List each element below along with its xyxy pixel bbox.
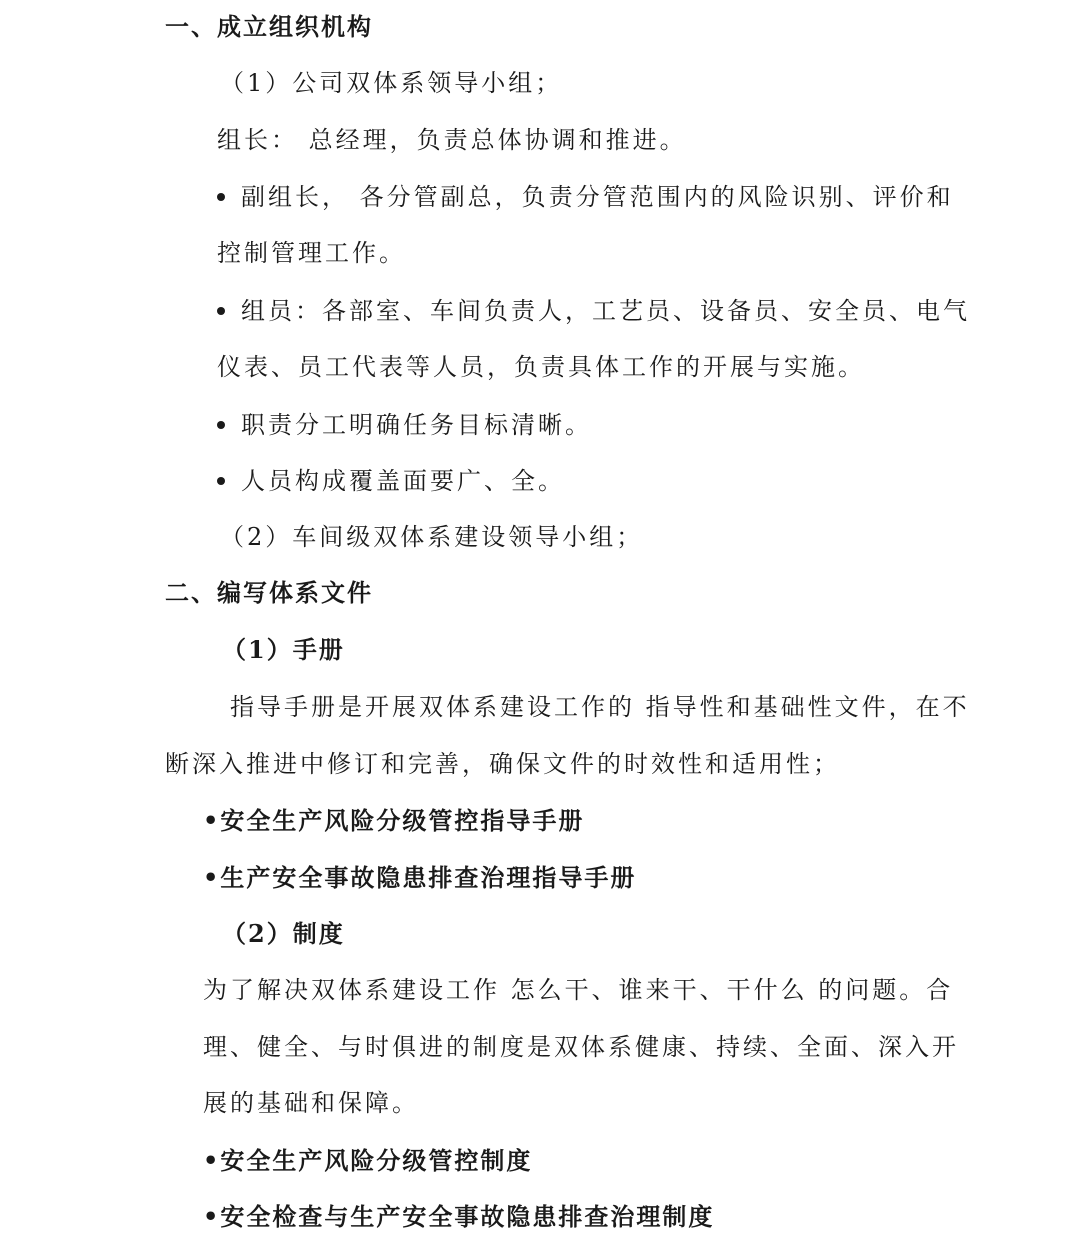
manual-item-2: •生产安全事故隐患排查治理指导手册: [203, 863, 637, 892]
deputy-line-2: 控制管理工作。: [217, 239, 406, 267]
duty-text: 职责分工明确任务目标清晰。: [241, 411, 592, 439]
section1-sub1: （1）公司双体系领导小组；: [220, 69, 563, 97]
section1-heading: 一、成立组织机构: [165, 12, 373, 41]
deputy-line-1: [217, 182, 954, 212]
duty-line: [217, 410, 592, 440]
coverage-line: [217, 466, 565, 496]
manual-para-line-1: 指导手册是开展双体系建设工作的 指导性和基础性文件，在不: [230, 693, 970, 721]
system-item-1: •安全生产风险分级管控制度: [203, 1146, 533, 1175]
bullet-icon: [217, 477, 225, 485]
manual-para-line-2: 断深入推进中修订和完善，确保文件的时效性和适用性；: [165, 750, 840, 778]
bullet-icon: [217, 307, 225, 315]
section1-sub2: （2）车间级双体系建设领导小组；: [220, 523, 644, 551]
section2-heading: 二、编写体系文件: [165, 578, 373, 607]
system-item-2: •安全检查与生产安全事故隐患排查治理制度: [203, 1202, 715, 1231]
bullet-icon: [217, 421, 225, 429]
coverage-text: 人员构成覆盖面要广、全。: [241, 467, 565, 495]
system-para-line-2: 理、健全、与时俱进的制度是双体系健康、持续、全面、深入开: [203, 1033, 959, 1061]
leader-line: 组长： 总经理，负责总体协调和推进。: [217, 126, 687, 154]
members-text-1: 组员：各部室、车间负责人，工艺员、设备员、安全员、电气: [241, 297, 970, 325]
system-para-line-3: 展的基础和保障。: [203, 1089, 419, 1117]
bullet-icon: [217, 193, 225, 201]
manual-title: （1）手册: [222, 635, 345, 664]
deputy-text-1: 副组长， 各分管副总，负责分管范围内的风险识别、评价和: [241, 183, 954, 211]
members-line-2: 仪表、员工代表等人员，负责具体工作的开展与实施。: [217, 353, 865, 381]
members-line-1: [217, 296, 970, 326]
system-title: （2）制度: [222, 919, 345, 948]
manual-item-1: •安全生产风险分级管控指导手册: [203, 806, 585, 835]
system-para-line-1: 为了解决双体系建设工作 怎么干、谁来干、干什么 的问题。合: [203, 976, 954, 1004]
